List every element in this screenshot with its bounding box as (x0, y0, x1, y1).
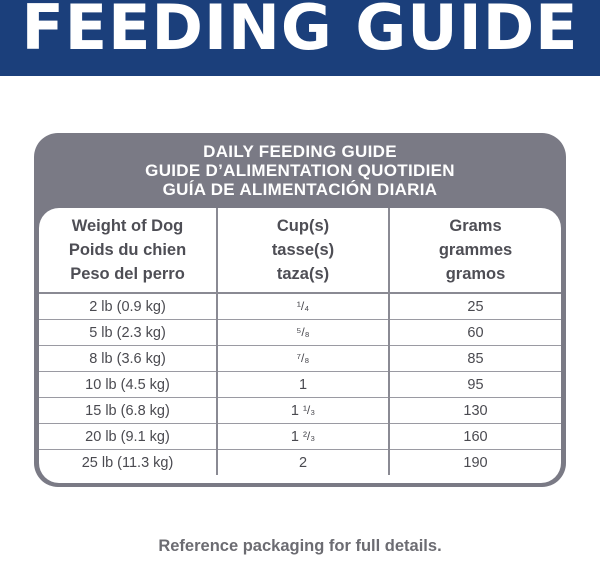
grams-cell: 130 (389, 398, 561, 424)
cups-cell: 1 ²/₃ (217, 424, 389, 450)
grams-cell: 25 (389, 293, 561, 320)
grams-cell: 85 (389, 346, 561, 372)
cups-cell: 1 ¹/₃ (217, 398, 389, 424)
footer-note: Reference packaging for full details. (158, 537, 442, 555)
header-weight (39, 208, 217, 293)
header-weight-es: Peso del perro (70, 265, 185, 283)
table-row (39, 398, 561, 424)
header-grams (389, 208, 561, 293)
table-row (39, 293, 561, 320)
grams-cell: 190 (463, 454, 488, 471)
weight-cell: 5 lb (2.3 kg) (39, 320, 217, 346)
table-row (39, 450, 561, 476)
fraction-glyph: ⁵/₈ (296, 324, 310, 339)
fraction-glyph: ²/₃ (302, 428, 316, 443)
header-cups (217, 208, 389, 293)
cups-cell (217, 293, 389, 320)
header-cups-es: taza(s) (276, 265, 330, 283)
header-grams-en: Grams (449, 217, 502, 235)
feeding-guide-heading (34, 142, 566, 199)
weight-cell: 25 lb (11.3 kg) (39, 450, 217, 476)
grams-cell: 95 (389, 372, 561, 398)
weight-cell: 20 lb (9.1 kg) (39, 424, 217, 450)
header-cups-fr: tasse(s) (271, 241, 335, 259)
table-header-row (39, 208, 561, 293)
table-row (39, 320, 561, 346)
banner-title: FEEDING GUIDE (21, 0, 579, 64)
daily-feeding-guide-card (34, 133, 566, 487)
header-weight-fr: Poids du chien (68, 241, 187, 259)
table-row (39, 424, 561, 450)
feeding-guide-banner (0, 0, 600, 76)
grams-cell: 60 (389, 320, 561, 346)
cups-cell (217, 346, 389, 372)
weight-cell: 10 lb (4.5 kg) (39, 372, 217, 398)
feeding-table (39, 208, 561, 475)
table-row (39, 372, 561, 398)
header-grams-es: gramos (445, 265, 506, 283)
header-grams-fr: grammes (438, 241, 513, 259)
weight-cell: 8 lb (3.6 kg) (39, 346, 217, 372)
heading-spanish: GUÍA DE ALIMENTACIÓN DIARIA (162, 180, 438, 199)
weight-cell: 15 lb (6.8 kg) (39, 398, 217, 424)
heading-english: DAILY FEEDING GUIDE (203, 142, 397, 161)
cups-cell: 1 (217, 372, 389, 398)
table-row (39, 346, 561, 372)
fraction-glyph: ¹/₄ (296, 298, 310, 313)
header-cups-en: Cup(s) (276, 217, 330, 235)
heading-french: GUIDE D’ALIMENTATION QUOTIDIEN (145, 161, 455, 180)
fraction-glyph: ⁷/₈ (296, 350, 310, 365)
cups-cell (217, 320, 389, 346)
fraction-glyph: ¹/₃ (302, 402, 316, 417)
header-weight-en: Weight of Dog (71, 217, 184, 235)
feeding-table-container (39, 208, 561, 483)
grams-cell: 160 (389, 424, 561, 450)
cups-cell: 2 (217, 450, 389, 476)
weight-cell: 2 lb (0.9 kg) (39, 293, 217, 320)
